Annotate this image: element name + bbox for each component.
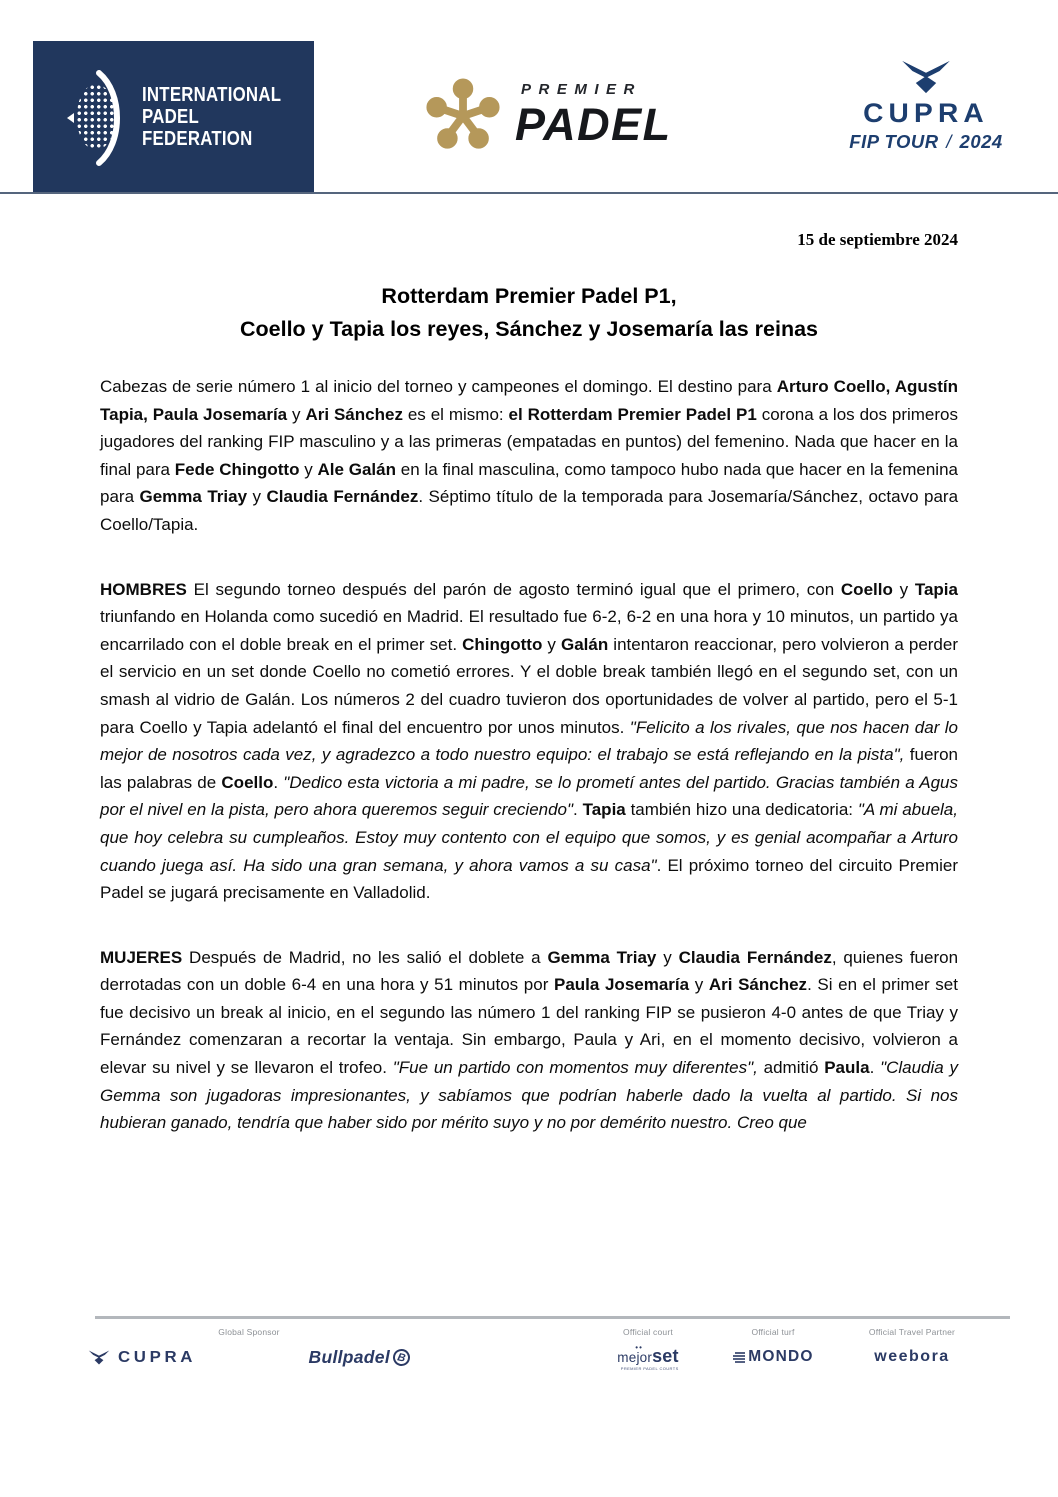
- fip-tour-year: 2024: [959, 131, 1003, 152]
- official-court-group: [598, 1327, 698, 1375]
- official-court-label: Official court: [623, 1327, 673, 1337]
- paragraph-intro: Cabezas de serie número 1 al inicio del torneo y campeones el domingo. El destino para Arturo Coello, Agustín Tapia, Paula Josemaría y Ari Sánchez es el mismo: el Rotterdam Premier Padel P1 corona a los dos primeros jugadores del ranking FIP masculino y a las primeras (empatadas en puntos) del femenino. Nada que hacer en la final para Fede Chingotto y Ale Galán en la final masculina, como tampoco hubo nada que hacer en la femenina para Gemma Triay y Claudia Fernández. Séptimo título de la temporada para Josemaría/Sánchez, octavo para Coello/Tapia.: [100, 377, 959, 534]
- footer-divider: [95, 1316, 1010, 1319]
- official-travel-label: Official Travel Partner: [868, 1327, 956, 1337]
- title-line-2: Coello y Tapia los reyes, Sánchez y Josemaría las reinas: [239, 317, 818, 341]
- bullpadel-wordmark: Bullpadel: [308, 1347, 390, 1367]
- ipf-line-1: INTERNATIONAL: [142, 83, 282, 106]
- fip-tour-wordmark: [836, 131, 1016, 153]
- header: [0, 0, 1058, 194]
- fip-tour-separator: /: [946, 131, 952, 152]
- cupra-fip-tour-logo: [836, 60, 1016, 153]
- global-sponsor-group: [88, 1327, 410, 1368]
- ipf-logo: [33, 41, 314, 193]
- official-turf-label: Official turf: [751, 1327, 795, 1337]
- page-title: [100, 280, 958, 346]
- cupra-trident-icon: [900, 60, 952, 94]
- mondo-stripes-icon: [732, 1351, 745, 1363]
- mejorset-word-mejor: mejor: [617, 1350, 653, 1365]
- official-travel-group: [852, 1327, 972, 1366]
- header-divider: [0, 192, 1058, 194]
- date-line: 15 de septiembre 2024: [797, 230, 958, 249]
- paragraph-mujeres: MUJERES Después de Madrid, no les salió el doblete a Gemma Triay y Claudia Fernández, quienes fueron derrotadas con un doble 6-4 en una hora y 51 minutos por Paula Josemaría y Ari Sánchez. Si en el primer set fue decisivo un break al inicio, en el segundo las número 1 del ranking FIP se pusieron 4-0 antes de que Triay y Fernández comenzaran a recortar la ventaja. Sin embargo, Paula y Ari, en el momento decisivo, volvieron a elevar su nivel y se llevaron el trofeo. "Fue un partido con momentos muy diferentes", admitió Paula. "Claudia y Gemma son jugadoras impresionantes, y sabíamos que podrían haberle dado la vuelta al partido. Si nos hubieran ganado, tendría que haber sido por mérito suyo y no por demérito nuestro. Creo que: [100, 947, 959, 1133]
- mejorset-caption: PREMIER PADEL COURTS: [620, 1366, 679, 1371]
- cupra-wordmark: CUPRA: [863, 98, 989, 128]
- paragraph-hombres: HOMBRES El segundo torneo después del parón de agosto terminó igual que el primero, con Coello y Tapia triunfando en Holanda como sucedió en Madrid. El resultado fue 6-2, 6-2 en una hora y 10 minutos, un partido ya encarrilado con el doble break en el primer set. Chingotto y Galán intentaron reaccionar, pero volvieron a perder el servicio en un set donde Coello no cometió errores. Y el doble break también llegó en el segundo set, con un smash al vidrio de Galán. Los números 2 del cuadro tuvieron dos oportunidades de volver al partido, pero el 5-1 para Coello y Tapia adelantó el final del encuentro por unos minutos. "Felicito a los rivales, que nos hacen dar lo mejor de nosotros cada vez, y agradezco a todo nuestro equipo: el trabajo se está reflejando en la pista", fueron las palabras de Coello. "Dedico esta victoria a mi padre, se lo prometí antes del partido. Gracias también a Agus por el nivel en la pista, pero ahora queremos seguir creciendo". Tapia también hizo una dedicatoria: "A mi abuela, que hoy celebra su cumpleaños. Estoy muy contento con el equipo que somos, y es genial acompañar a Arturo cuando juega así. Ha sido una gran semana, y ahora vamos a su casa". El próximo torneo del circuito Premier Padel se jugará precisamente en Valladolid.: [100, 579, 959, 903]
- official-turf-group: [728, 1327, 818, 1366]
- global-sponsor-label: Global Sponsor: [218, 1327, 280, 1337]
- ipf-line-2: PADEL: [142, 105, 199, 128]
- premier-word-premier: PREMIER: [521, 81, 642, 98]
- padel-racket-icon: [67, 67, 127, 167]
- cupra-footer-logo: [88, 1348, 197, 1367]
- bullpadel-logo: [309, 1347, 410, 1368]
- mondo-logo: [728, 1348, 818, 1366]
- mejorset-word-set: set: [652, 1346, 679, 1366]
- premier-flower-icon: [424, 76, 502, 156]
- racket-handle-triangle: [67, 113, 74, 123]
- weebora-wordmark: weebora: [874, 1348, 950, 1365]
- ipf-line-3: FEDERATION: [142, 127, 253, 150]
- ipf-wordmark: [142, 84, 281, 150]
- global-sponsor-logos: [88, 1347, 410, 1368]
- article-text: [100, 373, 958, 1137]
- mejorset-logo: [617, 1343, 679, 1371]
- premier-word-padel: PADEL: [515, 99, 672, 150]
- mejorset-dots-icon: ••: [635, 1343, 643, 1352]
- racket-arc: [93, 69, 127, 167]
- title-line-1: Rotterdam Premier Padel P1,: [381, 284, 677, 308]
- document-body: [0, 230, 1058, 1137]
- mondo-wordmark: MONDO: [748, 1348, 814, 1365]
- bullpadel-circle-icon: B: [391, 1347, 411, 1367]
- cupra-trident-small-icon: [88, 1350, 110, 1365]
- premier-wordmark: [515, 81, 672, 151]
- cupra-footer-wordmark: CUPRA: [118, 1348, 197, 1366]
- weebora-logo: [852, 1348, 972, 1366]
- premier-padel-logo: [424, 76, 672, 156]
- fip-tour-text: FIP TOUR: [849, 131, 939, 152]
